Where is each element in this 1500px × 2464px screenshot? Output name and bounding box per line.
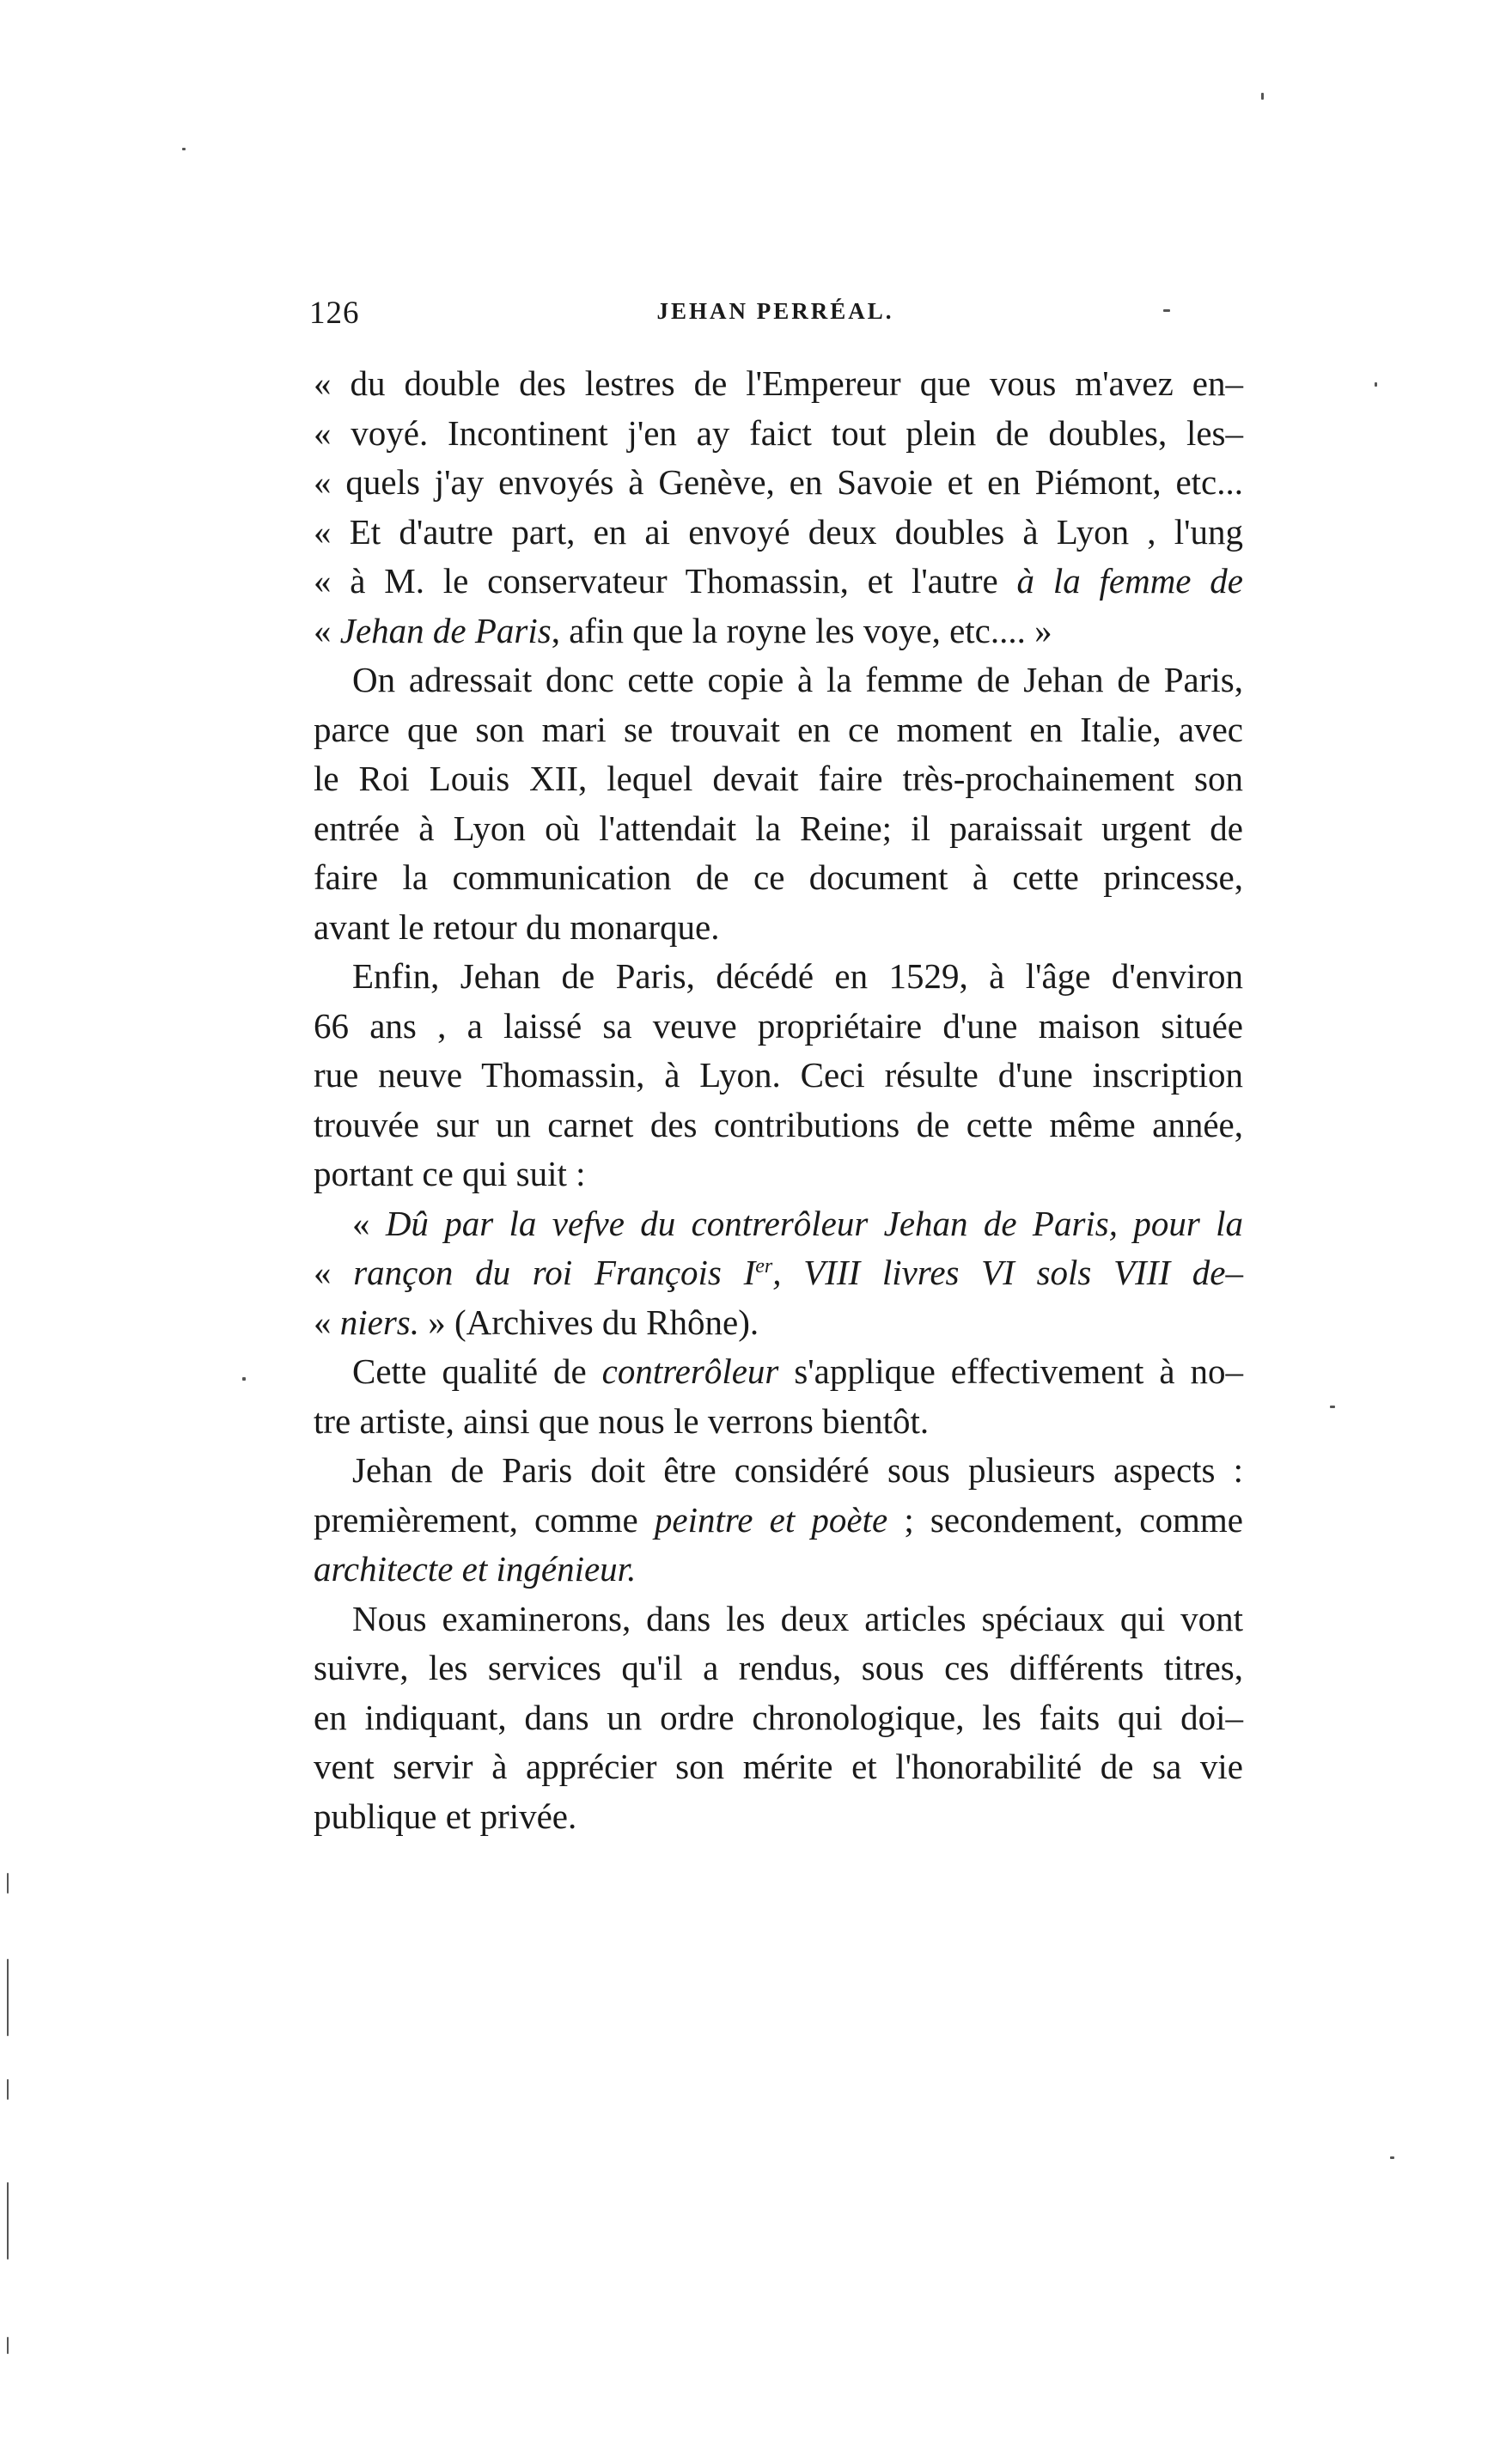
text-line: tre artiste, ainsi que nous le verrons bientôt. <box>314 1400 930 1441</box>
scan-speck <box>182 148 186 150</box>
text-run: Cette qualité de <box>352 1351 602 1391</box>
text-run: « <box>314 1302 340 1342</box>
text-line <box>314 1199 1243 1249</box>
text-line: « voyé. Incontinent j'en ay faict tout plein de doubles, les– <box>314 412 1243 453</box>
text-line: entrée à Lyon où l'attendait la Reine; il paraissait urgent de <box>314 808 1243 848</box>
text-run: « <box>314 1253 354 1292</box>
italic-run: architecte et ingénieur. <box>314 1549 637 1589</box>
text-line: en indiquant, dans un ordre chronologique, les faits qui doi– <box>314 1697 1243 1737</box>
italic-run-text: , VIII livres VI sols VIII de– <box>772 1253 1244 1292</box>
italic-run: peintre et poète <box>654 1499 888 1540</box>
italic-run: niers. <box>339 1302 419 1342</box>
scan-speck <box>1261 93 1264 100</box>
text-line: Enfin, Jehan de Paris, décédé en 1529, à l'âge d'environ <box>352 956 1243 996</box>
text-line <box>314 1347 1243 1397</box>
text-line: portant ce qui suit : <box>314 1154 586 1193</box>
text-run: , afin que la royne les voye, etc.... » <box>551 610 1052 650</box>
text-line: le Roi Louis XII, lequel devait faire très-prochainement son <box>314 759 1243 798</box>
scan-speck <box>7 1873 9 1894</box>
text-run: « <box>314 610 340 650</box>
text-run: s'applique effectivement à no– <box>778 1351 1243 1391</box>
text-line: avant le retour du monarque. <box>314 906 720 947</box>
scan-speck <box>7 2079 9 2100</box>
text-run: « à M. le conservateur Thomassin, et l'autre <box>314 561 1017 601</box>
text-line <box>314 1545 1243 1595</box>
text-line: 66 ans , a laissé sa veuve propriétaire d'une maison située <box>314 1005 1243 1046</box>
text-run: ; secondement, comme <box>887 1499 1243 1540</box>
italic-run: à la femme de <box>1016 561 1243 601</box>
text-line: publique et privée. <box>314 1796 577 1836</box>
text-run: premièrement, comme <box>314 1499 655 1540</box>
scan-speck <box>242 1377 246 1381</box>
text-line: rue neuve Thomassin, à Lyon. Ceci résulte d'une inscription <box>314 1055 1243 1095</box>
text-line <box>314 557 1243 607</box>
scan-speck <box>1163 309 1170 312</box>
text-run: « <box>352 1203 386 1243</box>
text-line: trouvée sur un carnet des contributions de cette même année, <box>314 1104 1243 1144</box>
text-line: faire la communication de ce document à cette princesse, <box>314 857 1243 897</box>
superscript: er <box>755 1255 773 1278</box>
page-body-text <box>314 359 1243 1841</box>
italic-run <box>353 1253 1243 1292</box>
scan-speck <box>7 1959 9 2036</box>
italic-run-text: rançon du roi François I <box>353 1253 756 1292</box>
text-line <box>314 1248 1243 1298</box>
text-run: » (Archives du Rhône). <box>419 1302 759 1342</box>
italic-run: Jehan de Paris <box>339 610 552 650</box>
text-line: parce que son mari se trouvait en ce moment en Italie, avec <box>314 709 1243 749</box>
text-line: « Et d'autre part, en ai envoyé deux doubles à Lyon , l'ung <box>314 511 1243 552</box>
text-line: On adressait donc cette copie à la femme de Jehan de Paris, <box>352 660 1243 699</box>
scan-speck <box>1375 382 1377 387</box>
text-line: vent servir à apprécier son mérite et l'honorabilité de sa vie <box>314 1747 1243 1786</box>
scan-speck <box>7 2337 9 2354</box>
page-number: 126 <box>309 296 360 331</box>
text-line: Nous examinerons, dans les deux articles spéciaux qui vont <box>352 1598 1243 1638</box>
text-line <box>314 1496 1243 1546</box>
text-line <box>314 1298 1243 1348</box>
italic-run: contrerôleur <box>601 1351 779 1391</box>
text-line: « quels j'ay envoyés à Genève, en Savoie et en Piémont, etc... <box>314 462 1243 502</box>
text-line: Jehan de Paris doit être considéré sous plusieurs aspects : <box>352 1450 1243 1490</box>
text-line: « du double des lestres de l'Empereur que vous m'avez en– <box>314 363 1243 403</box>
scan-speck <box>1330 1406 1335 1408</box>
page-header <box>309 295 1241 346</box>
running-title: JEHAN PERRÉAL. <box>656 298 894 324</box>
italic-run: Dû par la vefve du contrerôleur Jehan de Paris, pour la <box>385 1203 1243 1243</box>
scan-speck <box>7 2182 9 2260</box>
text-line: suivre, les services qu'il a rendus, sous ces différents titres, <box>314 1648 1243 1687</box>
scan-speck <box>1390 2156 1394 2159</box>
text-line <box>314 607 1243 656</box>
